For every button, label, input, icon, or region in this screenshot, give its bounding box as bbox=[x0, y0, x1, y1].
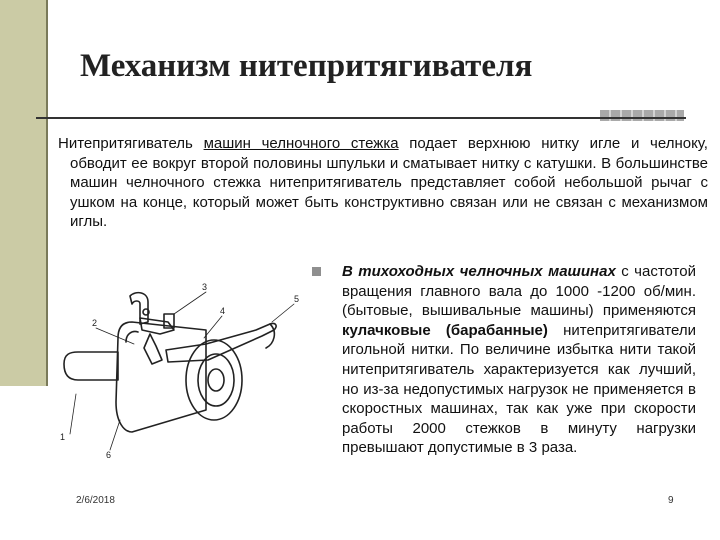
decorative-side-bar bbox=[0, 0, 46, 386]
title-rule bbox=[36, 117, 686, 119]
figure-label-2: 2 bbox=[92, 318, 98, 328]
slide-title: Механизм нитепритягивателя bbox=[80, 48, 533, 84]
figure-label-4: 4 bbox=[220, 306, 226, 316]
main-shaft bbox=[64, 352, 118, 380]
intro-paragraph bbox=[58, 134, 708, 232]
bullet-strong: кулачковые (барабанные) bbox=[342, 321, 548, 339]
figure-label-5: 5 bbox=[294, 294, 300, 304]
page-number: 9 bbox=[668, 495, 674, 506]
cam-drum-hub bbox=[208, 369, 224, 391]
hub-body bbox=[116, 322, 206, 432]
bullet-emphasis: В тихоходных челночных машинах bbox=[342, 263, 616, 280]
leader-line-5 bbox=[272, 304, 294, 322]
bullet-text-part-1: с частотой вращения главного вала до 1000 -1200 об/мин. (бытовые, вышивальные машины) применяются bbox=[342, 263, 696, 320]
leader-line-1 bbox=[70, 394, 76, 434]
figure-label-3: 3 bbox=[202, 282, 208, 292]
intro-rest: подает верхнюю нитку игле и челноку, обводит ее вокруг второй половины шпульки и сматывает нитку с катушки. В большинстве машин челночного стежка нитепритягиватель представляет собой небольшой рычаг с ушком на конце, который может быть конструктивно связан или не связан с механизмом иглы. bbox=[70, 135, 708, 230]
bullet-square-icon bbox=[312, 267, 321, 276]
hub-shade bbox=[126, 331, 138, 342]
leader-line-3 bbox=[174, 292, 206, 314]
bullet-item bbox=[312, 262, 696, 458]
bullet-text-part-2: нитепритягиватели игольной нитки. По величине избытка нити такой нитепритягиватель характеризуется как лучший, но из-за недопустимых нагрузок не применяется в скоростных машинах, так как уже при скорости работы 2000 стежков в минуту нагрузки превышают допустимые в 3 раза. bbox=[342, 321, 696, 457]
intro-link[interactable]: машин челночного стежка bbox=[203, 135, 399, 152]
connecting-link bbox=[144, 334, 162, 364]
intro-lead: Нитепритягиватель bbox=[58, 135, 204, 152]
thread-take-up-mechanism-figure bbox=[56, 282, 308, 472]
title-rule-accent bbox=[600, 110, 684, 121]
leader-line-4 bbox=[204, 316, 222, 338]
bullet-text bbox=[342, 262, 696, 458]
figure-label-6: 6 bbox=[106, 450, 112, 460]
footer-date: 2/6/2018 bbox=[76, 495, 115, 506]
leader-line-6 bbox=[110, 420, 120, 450]
lever-tip-curve bbox=[266, 324, 274, 348]
figure-label-1: 1 bbox=[60, 432, 66, 442]
long-lever bbox=[166, 323, 276, 362]
side-bar-edge bbox=[46, 0, 48, 386]
cam-drum-inner bbox=[198, 354, 234, 406]
